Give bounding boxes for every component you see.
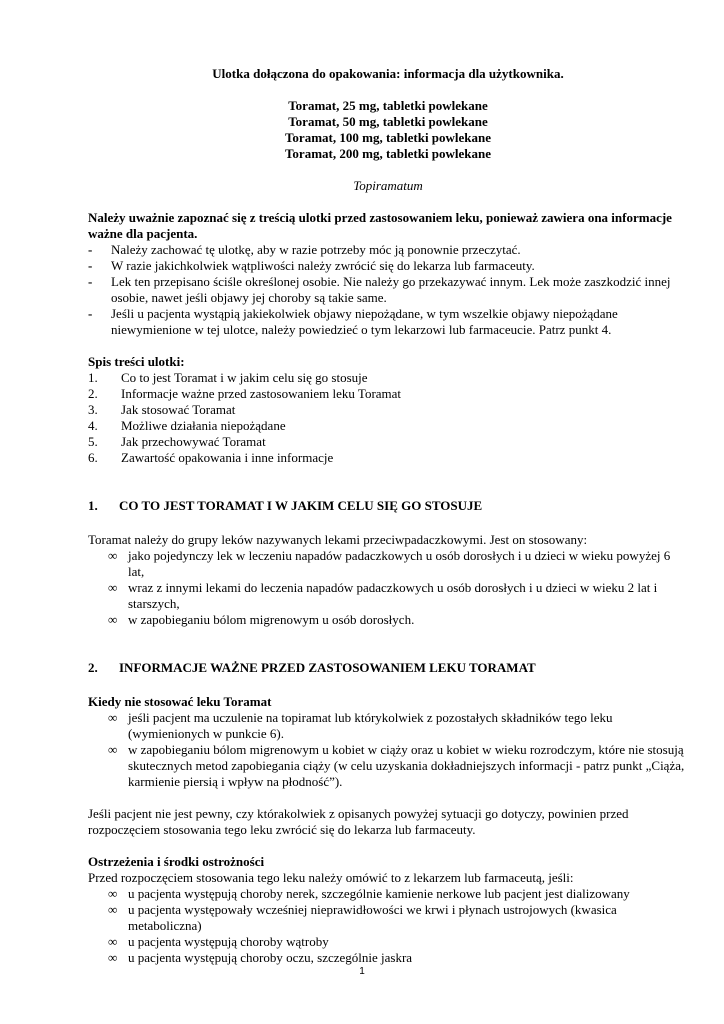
toc-heading: Spis treści ulotki: <box>88 354 185 369</box>
intro-bullet-list <box>88 242 688 338</box>
infinity-bullet-icon: ∞ <box>108 902 118 917</box>
infinity-bullet-icon: ∞ <box>108 612 118 627</box>
page-number: 1 <box>359 966 365 977</box>
leaflet-page <box>88 66 688 966</box>
list-item: - W razie jakichkolwiek wątpliwości należy zwrócić się do lekarza lub farmaceuty. <box>88 258 535 273</box>
when-not-bullet-list <box>88 710 688 790</box>
active-substance: Topiramatum <box>353 178 423 193</box>
infinity-bullet-icon: ∞ <box>108 710 118 725</box>
list-item: - Lek ten przepisano ściśle określonej osobie. Nie należy go przekazywać innym. Lek może zaszkodzić innej osobie, nawet jeśli objawy jej choroby są takie same. <box>88 274 671 305</box>
toc-item: 5. Jak przechowywać Toramat <box>88 434 266 449</box>
toc-item: 2. Informacje ważne przed zastosowaniem leku Toramat <box>88 386 402 401</box>
dash-marker: - <box>88 306 93 321</box>
product-name: Toramat, 200 mg, tabletki powlekane <box>284 146 492 161</box>
list-item: ∞ wraz z innymi lekami do leczenia napadów padaczkowych u osób dorosłych i u dzieci w wieku 2 lat i starszych, <box>108 580 658 611</box>
infinity-bullet-icon: ∞ <box>108 580 118 595</box>
list-item: ∞ jako pojedynczy lek w leczeniu napadów padaczkowych u osób dorosłych i u dzieci w wieku powyżej 6 lat, <box>108 548 671 579</box>
list-item: - Jeśli u pacjenta wystąpią jakiekolwiek objawy niepożądane, w tym wszelkie objawy niepożądane niewymienione w tej ulotce, należy powiedzieć o tym lekarzowi lub farmaceucie. Patrz punkt 4. <box>88 306 618 337</box>
product-name: Toramat, 100 mg, tabletki powlekane <box>284 130 492 145</box>
section-2-heading: 2. INFORMACJE WAŻNE PRZED ZASTOSOWANIEM LEKU TORAMAT <box>88 660 536 675</box>
warnings-heading: Ostrzeżenia i środki ostrożności <box>88 854 265 869</box>
toc-item: 4. Możliwe działania niepożądane <box>88 418 286 433</box>
section-1-intro: Toramat należy do grupy leków nazywanych lekami przeciwpadaczkowymi. Jest on stosowany: <box>88 532 588 547</box>
leaflet-title: Ulotka dołączona do opakowania: informacja dla użytkownika. <box>212 66 564 81</box>
product-names <box>88 98 688 162</box>
dash-marker: - <box>88 242 93 257</box>
warnings-intro: Przed rozpoczęciem stosowania tego leku należy omówić to z lekarzem lub farmaceutą, jeśli: <box>88 870 574 885</box>
dash-marker: - <box>88 274 93 289</box>
list-item: ∞ w zapobieganiu bólom migrenowym u kobiet w ciąży oraz u kobiet w wieku rozrodczym, które nie stosują skutecznych metod zapobiegania ciąży (w celu uzyskania dokładniejszych informacji - patrz punkt „Ciąża, karmienie piersią i wpływ na płodność”). <box>108 742 685 789</box>
product-name: Toramat, 50 mg, tabletki powlekane <box>288 114 488 129</box>
toc-list <box>88 370 688 466</box>
infinity-bullet-icon: ∞ <box>108 742 118 757</box>
list-item: ∞ u pacjenta występują choroby oczu, szczególnie jaskra <box>108 950 413 965</box>
list-item: ∞ u pacjenta występują choroby wątroby <box>108 934 329 949</box>
section-1-heading: 1. CO TO JEST TORAMAT I W JAKIM CELU SIĘ GO STOSUJE <box>88 498 483 513</box>
section-1-bullet-list <box>88 548 688 628</box>
infinity-bullet-icon: ∞ <box>108 934 118 949</box>
list-item: ∞ jeśli pacjent ma uczulenie na topiramat lub którykolwiek z pozostałych składników tego leku (wymienionych w punkcie 6). <box>108 710 613 741</box>
infinity-bullet-icon: ∞ <box>108 950 118 965</box>
toc-item: 6. Zawartość opakowania i inne informacje <box>88 450 334 465</box>
intro-warning: Należy uważnie zapoznać się z treścią ulotki przed zastosowaniem leku, ponieważ zawiera ona informacje ważne dla pacjenta. <box>88 210 672 241</box>
infinity-bullet-icon: ∞ <box>108 548 118 563</box>
infinity-bullet-icon: ∞ <box>108 886 118 901</box>
product-name: Toramat, 25 mg, tabletki powlekane <box>288 98 488 113</box>
warnings-bullet-list <box>88 886 688 966</box>
when-not-heading: Kiedy nie stosować leku Toramat <box>88 694 272 709</box>
toc-item: 1. Co to jest Toramat i w jakim celu się go stosuje <box>88 370 368 385</box>
list-item: ∞ u pacjenta występują choroby nerek, szczególnie kamienie nerkowe lub pacjent jest dializowany <box>108 886 630 901</box>
dash-marker: - <box>88 258 93 273</box>
list-item: - Należy zachować tę ulotkę, aby w razie potrzeby móc ją ponownie przeczytać. <box>88 242 521 257</box>
list-item: ∞ w zapobieganiu bólom migrenowym u osób dorosłych. <box>108 612 415 627</box>
toc-item: 3. Jak stosować Toramat <box>88 402 236 417</box>
list-item: ∞ u pacjenta występowały wcześniej nieprawidłowości we krwi i płynach ustrojowych (kwasica metaboliczna) <box>108 902 617 933</box>
when-not-note: Jeśli pacjent nie jest pewny, czy którakolwiek z opisanych powyżej sytuacji go dotyczy, powinien przed rozpoczęciem stosowania tego leku zwrócić się do lekarza lub farmaceuty. <box>88 806 629 837</box>
